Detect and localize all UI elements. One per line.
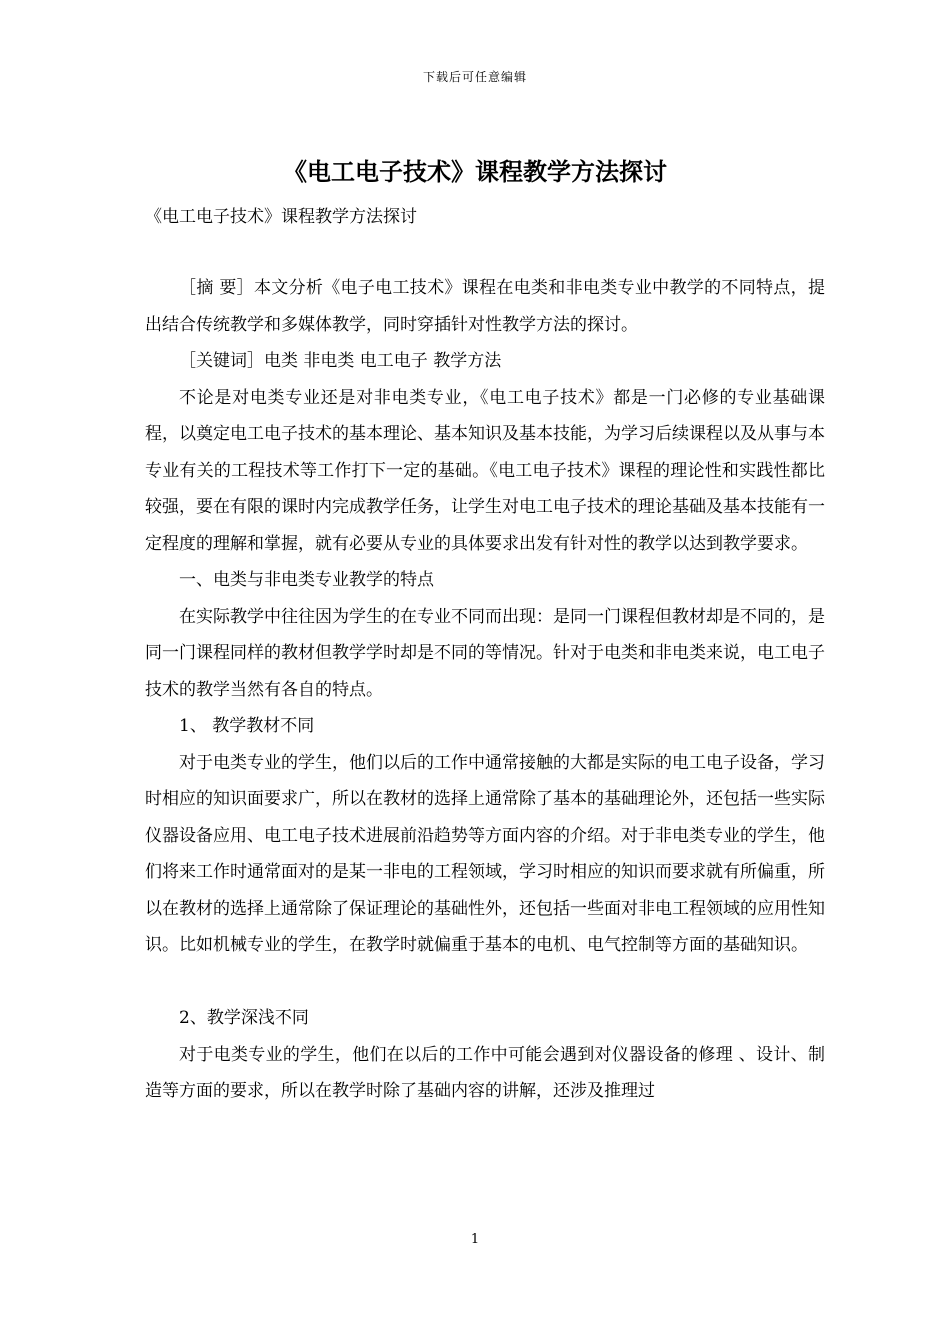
body-paragraph: 对于电类专业的学生，他们在以后的工作中可能会遇到对仪器设备的修理 、设计、制造等方面的要求，所以在教学时除了基础内容的讲解，还涉及推理过 <box>145 1044 825 1101</box>
body-paragraph: 在实际教学中往往因为学生的在专业不同而出现：是同一门课程但教材却是不同的，是同一门课程同样的教材但教学学时却是不同的等情况。针对于电类和非电类来说，电工电子技术的教学当然有各自的特点。 <box>145 606 825 700</box>
document-subtitle: 《电工电子技术》课程教学方法探讨 <box>145 207 417 227</box>
keywords-paragraph: ［关键词］电类 非电类 电工电子 教学方法 <box>179 351 502 371</box>
body-paragraph: 对于电类专业的学生，他们以后的工作中通常接触的大都是实际的电工电子设备，学习时相应的知识面要求广，所以在教材的选择上通常除了基本的基础理论外，还包括一些实际仪器设备应用、电工电子技术进展前沿趋势等方面内容的介绍。对于非电类专业的学生，他们将来工作时通常面对的是某一非电的工程领域，学习时相应的知识而要求就有所偏重，所以在教材的选择上通常除了保证理论的基础性外，还包括一些面对非电工程领域的应用性知识。比如机械专业的学生，在教学时就偏重于基本的电机、电气控制等方面的基础知识。 <box>145 752 825 955</box>
page-number: 1 <box>470 1232 480 1247</box>
header-note: 下载后可任意编辑 <box>422 70 527 84</box>
body-paragraph: 不论是对电类专业还是对非电类专业，《电工电子技术》都是一门必修的专业基础课程，以奠定电工电子技术的基本理论、基本知识及基本技能，为学习后续课程以及从事与本专业有关的工程技术等工作打下一定的基础。《电工电子技术》课程的理论性和实践性都比较强，要在有限的课时内完成教学任务，让学生对电工电子技术的理论基础及基本技能有一定程度的理解和掌握，就有必要从专业的具体要求出发有针对性的教学以达到教学要求。 <box>145 387 825 554</box>
blank-line <box>145 964 825 1001</box>
document-body <box>145 270 825 1110</box>
document-title: 《电工电子技术》课程教学方法探讨 <box>283 157 667 186</box>
subsection-heading: 2、教学深浅不同 <box>179 1008 309 1028</box>
abstract-paragraph: ［摘 要］本文分析《电子电工技术》课程在电类和非电类专业中教学的不同特点，提出结合传统教学和多媒体教学，同时穿插针对性教学方法的探讨。 <box>145 278 825 335</box>
subsection-heading: 1、 教学教材不同 <box>179 716 315 736</box>
section-heading: 一、电类与非电类专业教学的特点 <box>179 570 434 590</box>
